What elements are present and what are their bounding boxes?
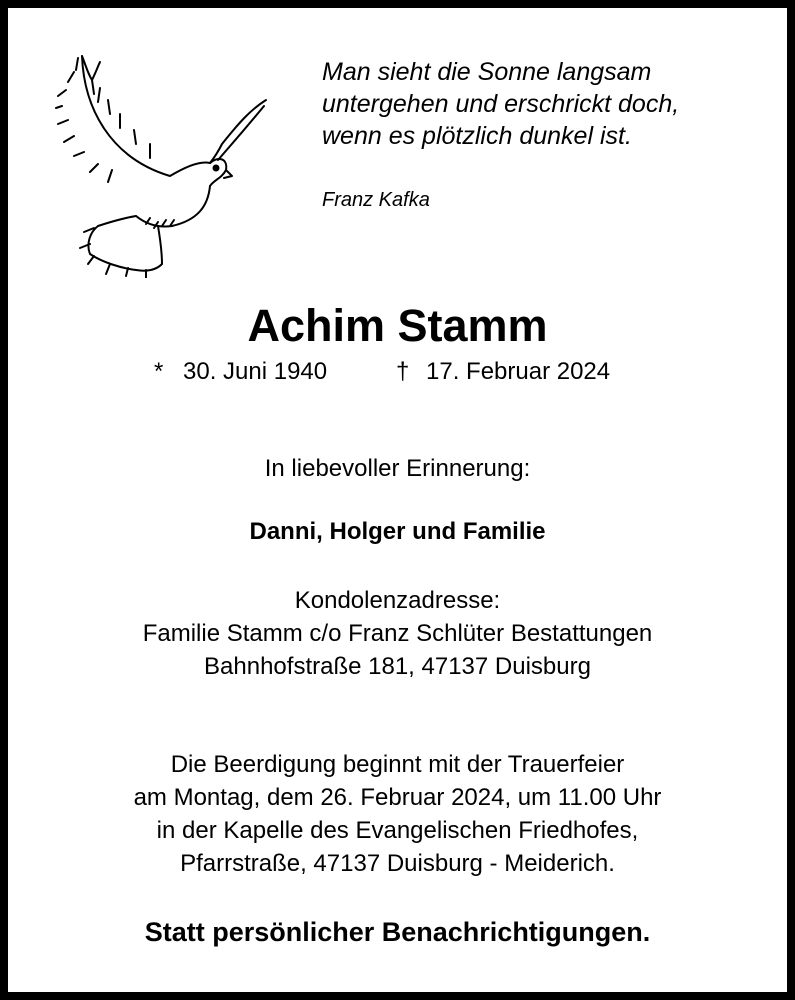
- funeral-info: [8, 748, 787, 880]
- memorial-intro: [8, 452, 787, 485]
- condolence-line: Familie Stamm c/o Franz Schlüter Bestattungen: [142, 620, 653, 647]
- funeral-line: Die Beerdigung beginnt mit der Trauerfeier: [170, 751, 625, 778]
- quote-author: Franz Kafka: [322, 189, 430, 211]
- birth-date: 30. Juni 1940: [183, 358, 328, 385]
- dove-icon: [50, 48, 275, 278]
- death-symbol: †: [396, 358, 410, 385]
- condolence-label: Kondolenzadresse:: [294, 587, 501, 614]
- quote: [322, 56, 762, 152]
- quote-line: Man sieht die Sonne langsam: [322, 58, 652, 86]
- closing-note: [8, 916, 787, 949]
- quote-line: wenn es plötzlich dunkel ist.: [322, 122, 632, 150]
- memorial-intro-text: In liebevoller Erinnerung:: [264, 455, 531, 482]
- condolence-address: [8, 584, 787, 683]
- birth-symbol: *: [154, 358, 164, 385]
- funeral-line: Pfarrstraße, 47137 Duisburg - Meiderich.: [180, 850, 615, 877]
- death-date: 17. Februar 2024: [426, 358, 611, 385]
- funeral-line: am Montag, dem 26. Februar 2024, um 11.00 Uhr: [133, 784, 662, 811]
- quote-line: untergehen und erschrickt doch,: [322, 90, 680, 118]
- mourners: [8, 515, 787, 548]
- funeral-line: in der Kapelle des Evangelischen Friedhofes,: [156, 817, 639, 844]
- condolence-line: Bahnhofstraße 181, 47137 Duisburg: [204, 653, 591, 680]
- mourners-text: Danni, Holger und Familie: [249, 518, 546, 545]
- deceased-name: Achim Stamm: [247, 300, 548, 351]
- closing-text: Statt persönlicher Benachrichtigungen.: [144, 917, 651, 947]
